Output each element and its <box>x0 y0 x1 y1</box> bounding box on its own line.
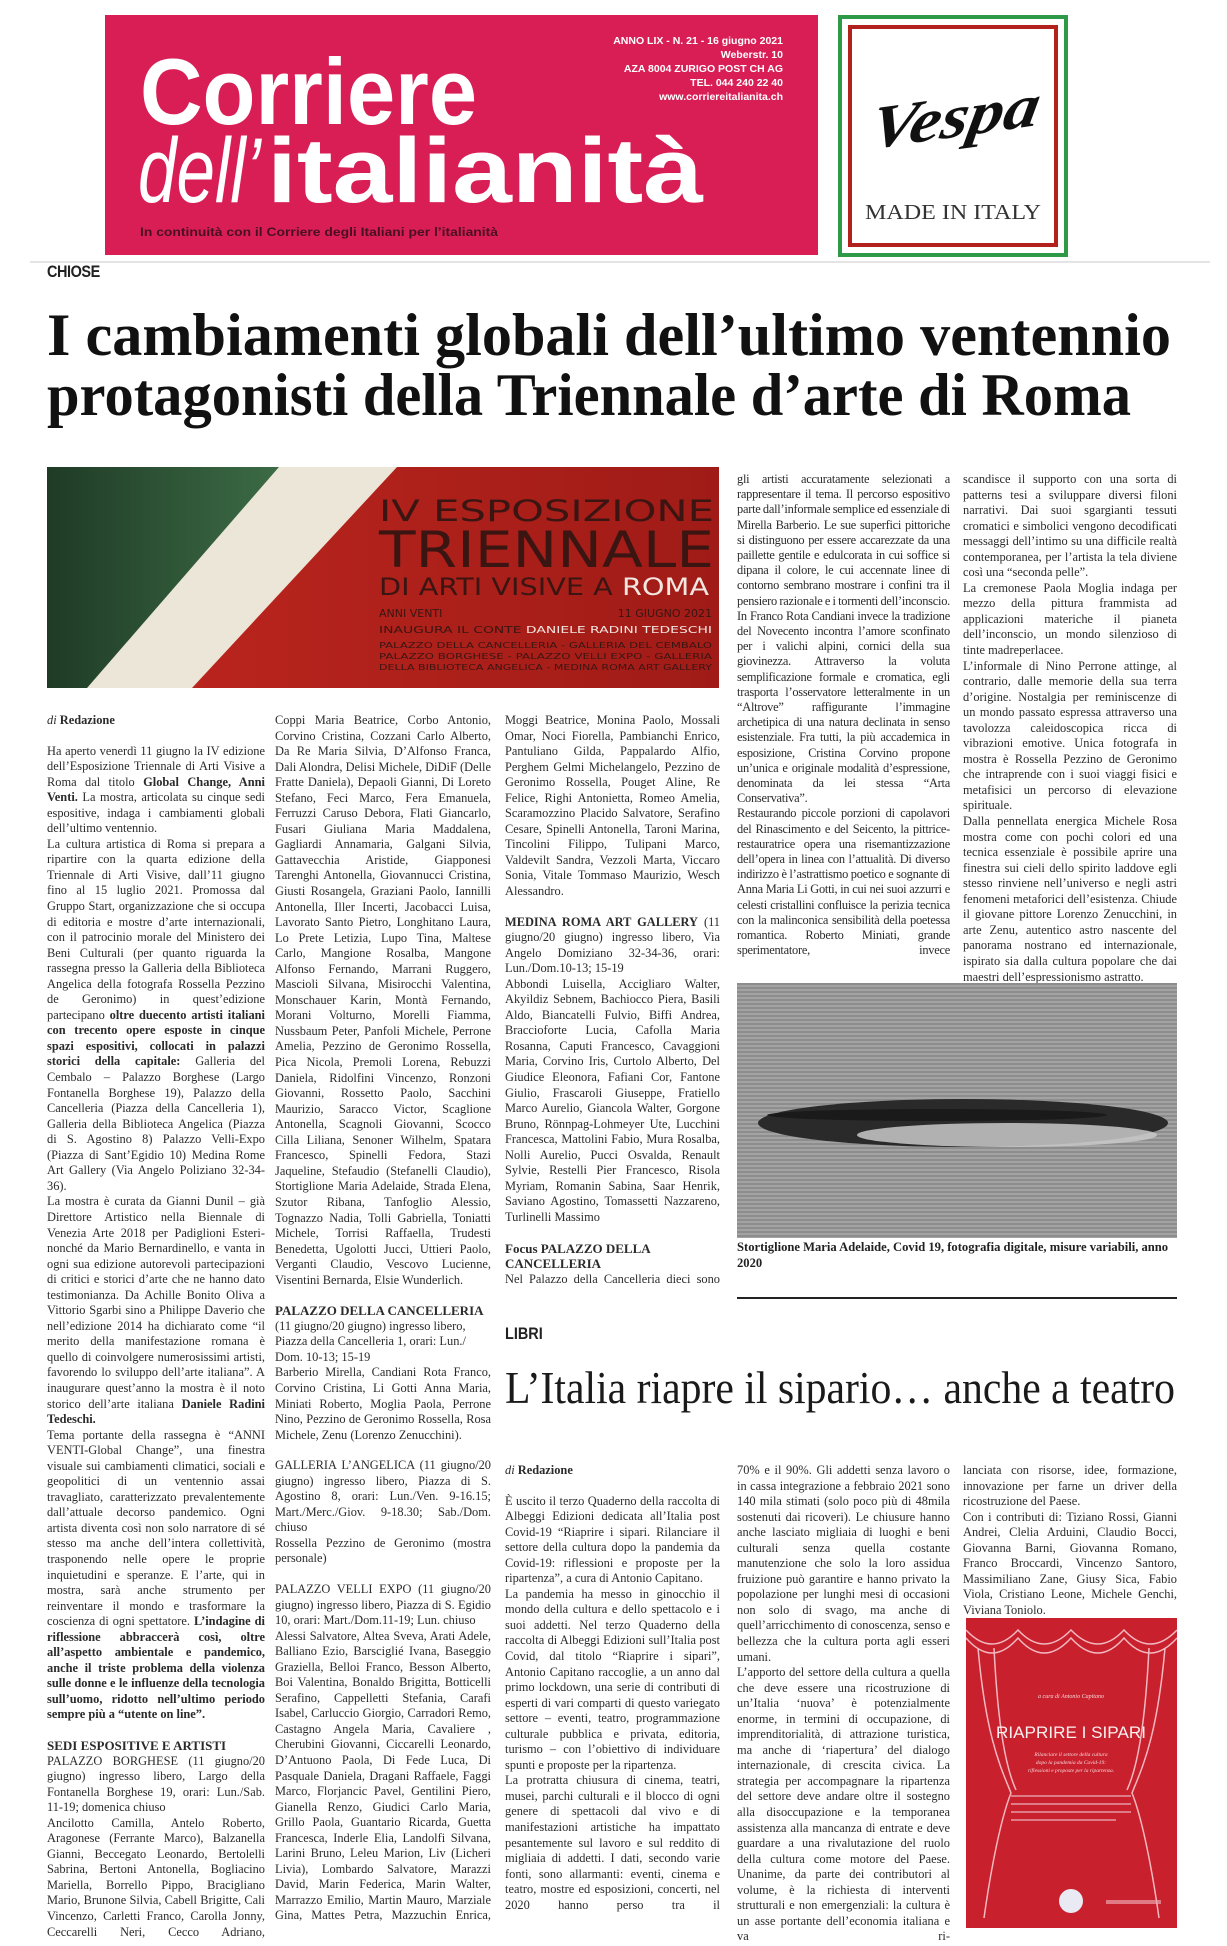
paragraph <box>47 1754 265 1816</box>
book-subtitle-3: riflessioni e proposte per la ripartenza. <box>1027 1768 1115 1774</box>
text-run: Global Change, Anni Venti. <box>47 774 265 805</box>
paragraph <box>47 1816 265 1940</box>
section-heading <box>275 1303 491 1319</box>
text-run: È uscito il terzo Quaderno della raccolta di Albeggi Edizioni dedicata all’Italia post Covid-19 “Riaprire i sipari. Rilanciare il settore della cultura dopo la pandemia da Covid-19: riflessioni e proposte per la ripartenza”, a cura di Antonio Capitano. <box>505 1493 720 1586</box>
text-run: Coppi Maria Beatrice, Corbo Antonio, Corvino Cristina, Cozzani Carlo Alberto, Da Re Maria Silvia, D’Alfonso Franca, Dali Alondra, Delisi Michele, DiDiF (Delle Fratte Daniela), Depaoli Gianni, Di Loreto Stefano, Feci Marco, Fera Emanuela, Ferruzzi Caruso Debora, Flati Giancarlo, Fusari Giuliana Maria Maddalena, Gagliardi Annamaria, Galgani Silvia, Gattavecchia Aristide, Giapponesi Tarenghi Antonella, Giovannucci Cristina, Giusti Rosangela, Graziani Paolo, Iannilli Antonella, Iller Incerti, Jacobacci Luisa, Lavorato Santo Pietro, Longhitano Laura, Lo Prete Letizia, Lupo Tina, Maltese Carlo, Mangione Rosalba, Mangone Alfonso Fernando, Marrani Ruggero, Mascioli Silvana, Misirocchi Valentina, Monschauer Karin, Montà Fernando, Morani Volturno, Morelli Fiamma, Nussbaum Peter, Panfoli Michele, Perrone Amelia, Pezzino de Geronimo Rossella, Pica Nicola, Premoli Lorena, Rebuzzi Daniela, Ridolfini Vincenzo, Ronzoni Giovanni, Rossetto Paolo, Sacchini Maurizio, Saracco Victor, Scaglione Antonella, Scagnoli Giovanni, Scocco Cilla Liliana, Senoner Wilhelm, Spatara Francesco, Spinelli Fedora, Stazi Jaqueline, Stefaudio (Stefanelli Claudio), Stortiglione Maria Adelaide, Strada Elena, Szutor Ribana, Tanfoglio Alessio, Tognazzo Nadia, Tolli Gabriella, Toniatti Michele, Torrisi Raffaella, Trudesti Benedetta, Ugolotti Jucci, Uttieri Paolo, Verganti Claudio, Vescovo Lucienne, Visentini Bernarda, Elsie Wunderlich. <box>275 713 491 1287</box>
banner-inaugura: INAUGURA IL CONTE DANIELE RADINI TEDESCHI <box>379 625 660 636</box>
photo-caption: Stortiglione Maria Adelaide, Covid 19, fotografia digitale, misure variabili, anno 2020 <box>737 1240 1169 1270</box>
section-heading <box>47 1738 265 1754</box>
paragraph <box>737 472 950 806</box>
text-run: Restaurando piccole porzioni di capolavori del Rinascimento e del Seicento, la pittrice-restauratrice opera una risemantizzazione dell’opera in linea con l’attualità. Di diverso indirizzo è l’astrattismo poetico e sognante di Anna Maria Li Gotti, in cui nei suoi azzurri e celesti cristallini confluisce la perizia tecnica con la malinconica sensibilità della poetessa romantica. Roberto Miniati, grande sperimentatore, invece <box>737 806 950 958</box>
text-run: Barberio Mirella, Candiani Rota Franco, Corvino Cristina, Li Gotti Anna Maria, Miniati Roberto, Moglia Paola, Perrone Nino, Pezzino de Geronimo Rossella, Rosa Michele, Zenu (Lorenzo Zenucchini). <box>275 1365 491 1442</box>
banner-line-2: TRIENNALE <box>377 521 714 579</box>
paragraph <box>963 581 1177 659</box>
article-column-3 <box>505 713 720 1287</box>
text-run: Moggi Beatrice, Monina Paolo, Mossali Omar, Noci Fiorella, Pambianchi Enrico, Pantuliano Gilda, Pappalardo Alfio, Perghem Gelmi Michelangelo, Pezzino de Geronimo Rossella, Pouget Aline, Re Felice, Righi Antonietta, Romeo Amelia, Scaramozzino Placido Salvatore, Serafino Cesare, Spinelli Antonella, Taroni Marina, Tincolini Filippo, Tulipani Marco, Valdevilt Sandra, Vezzoli Marta, Viccaro Sonia, Vitale Tommaso Maurizio, Wesch Alessandro. <box>505 713 720 899</box>
text-run: Tema portante della rassegna è “ANNI VENTI-Global Change”, una finestra visuale sui cambiamenti climatici, sociali e geopolitici di un ventennio assai travagliato, caratterizzato prevalentemente dall’attuale decorso pandemico. Ogni artista diventa così non solo narratore di sé stesso ma anche dell’intera collettività, trasponendo nelle opere le proprie inquietudini e speranze. E l’arte, qui in mostra, sarà anche strumento per reinventare il mondo e trasformare la coscienza di ogni spettatore. <box>47 1427 265 1629</box>
byline <box>505 1463 720 1479</box>
paragraph <box>505 1272 720 1288</box>
curtain-drawing <box>966 1630 1177 1918</box>
libri-column-1 <box>505 1463 720 1913</box>
paragraph <box>47 837 265 1195</box>
text-run: gli artisti accuratamente selezionati a rappresentare il tema. Il percorso espositivo parte dall’informale semplice ed essenziale di Mirella Barberio. Le sue superfici pittoriche si distinguono per essere accarezzate da una paillette gentile e edulcorata in cui soffice si dipana il colore, le cui accennate linee di contorno sembrano mostrare i confini tra il pensiero razionale e i tormenti dell’inconscio. In Franco Rota Candiani invece la tradizione del Novecento incontra l’amore sconfinato per i valichi alpini, cornici della sua giovinezza. Attraverso la voluta semplificazione formale e cromatica, egli trasporta l’osservatore letteralmente in un “Altrove” raffigurante l’immagine archetipica di una natura declinata in senso esistenziale. Fra tutti, la più accademica in esposizione, Cristina Corvino propone un’unica e originale modalità d’espressione, denominata da lei stessa “Arta Conservativa”. <box>737 472 950 806</box>
text-run: L’indagine di riflessione abbraccerà così, oltre all’aspetto ambientale e pandemico, anche il triste problema della violenza sulle donne e le influenze della tecnologia sull’uomo, ridotto nell’ultimo periodo sempre più a “utente on line”. <box>47 1614 265 1722</box>
paragraph <box>963 1510 1177 1619</box>
banner-date: 11 GIUGNO 2021 <box>617 607 712 620</box>
paragraph <box>275 1582 491 1629</box>
book-contributors-block <box>1011 1796 1131 1820</box>
paragraph <box>47 1194 265 1427</box>
text-run: Con i contributi di: Tiziano Rossi, Gianni Andrei, Clelia Arduini, Claudio Bocci, Giovanna Barni, Giovanna Romano, Franco Broccardi, Vincenzo Santoro, Massimiliano Zane, Giusy Sica, Fabio Viola, Cristiano Leone, Michele Genchi, Viviana Toniolo. <box>963 1509 1177 1617</box>
text-run: La protratta chiusura di cinema, teatri, musei, parchi culturali e il blocco di ogni genere di spettacoli dal vivo e di manifestazioni artistiche ha impattato pesantemente sul lavoro e sul reddito di migliaia di addetti. I dati, secondo varie fonti, sono allarmanti: eventi, cinema e teatro, mostre ed esposizioni, concerti, nel 2020 hanno perso tra il <box>505 1773 720 1912</box>
masthead <box>105 15 818 255</box>
text-run: La mostra è curata da Gianni Dunil – già Direttore Artistico nella Biennale di Venezia Arte 2018 per Padiglioni Esteri- nonché da Mario Bernardinello, e vanta in ogni sua edizione autorevoli partecipazioni di critici e storici d’arte che ne hanno dato testimonianza. Da Achille Bonito Oliva a Vittorio Sgarbi sino a Philippe Daverio che nell’edizione 2014 ha dichiarato come “il merito della manifestazione romana è quello di coinvolgere numerosissimi artisti, favorendo lo sviluppo dell’arte italiana”. A inaugurare quest’anno la mostra è il noto storico dell’arte italiana <box>47 1194 265 1411</box>
book-curator: a cura di Antonio Capitano <box>1038 1694 1104 1700</box>
article2-headline <box>505 1360 1180 1420</box>
book-title: RIAPRIRE I SIPARI <box>996 1723 1146 1742</box>
masthead-title-dell: dell’ <box>138 120 263 222</box>
website-link[interactable]: www.corriereitalianita.ch <box>659 91 783 103</box>
paragraph <box>275 1629 491 1924</box>
article-headline <box>47 300 1177 430</box>
paragraph <box>505 713 720 900</box>
headline-line-2: protagonisti della Triennale d’arte di Roma <box>47 362 1131 428</box>
banner-venues-2: PALAZZO BORGHESE - PALAZZO VELLI EXPO - GALLERIA <box>379 652 713 661</box>
banner-line-3: DI ARTI VISIVE A ROMA <box>379 573 695 601</box>
text-run: GALLERIA L’ANGELICA (11 giugno/20 giugno) ingresso libero, Piazza di S. Agostino 8, orari: Lun./Ven. 9-16.15; Mart./Merc./Giov. 9-18.30; Sab./Dom. chiuso <box>275 1458 491 1535</box>
text-run: La mostra, articolata su cinque sedi espositive, indaga i cambiamenti globali dell’ultimo ventennio. <box>47 790 265 836</box>
text-run: Focus PALAZZO DELLA CANCELLERIA <box>505 1240 650 1272</box>
paragraph <box>505 1587 720 1774</box>
byline <box>47 713 265 729</box>
text-run: L’informale di Nino Perrone attinge, al contrario, dalle memorie della sua terra d’origine. Nostalgia per reminiscenze di un mondo passato espressa attraverso una tavolozza caleidoscopica ricca di vibrazioni emotive. Unica fotografa in mostra è Rossella Pezzino de Geronimo che intraprende con i suoi viaggi fisici e metafisici un percorso di elevazione spirituale. <box>963 658 1177 813</box>
masthead-logo <box>105 15 818 255</box>
paragraph <box>47 1428 265 1723</box>
paragraph <box>737 1665 950 1945</box>
phone: TEL. 044 240 22 40 <box>690 77 783 89</box>
masthead-title-italianita: italianità <box>267 120 704 222</box>
text-run: Nel Palazzo della Cancelleria dieci sono <box>505 1271 720 1286</box>
text-run: 70% e il 90%. Gli addetti senza lavoro o in cassa integrazione a febbraio 2021 sono 140 mila stimati (solo poco più di 48mila sostenuti dai ricoveri). Le chiusure hanno anche lasciato migliaia di luoghi e beni culturali senza quella costante manutenzione che solo la loro assidua fruizione può garantire e hanno privato la popolazione per lunghi mesi di occasioni non solo di svago, ma anche di quell’arricchimento di conoscenza, senso e bellezza che la cultura porta agli esseri umani. <box>737 1463 950 1664</box>
article-column-5 <box>963 472 1177 985</box>
paragraph <box>963 659 1177 814</box>
paragraph <box>963 814 1177 985</box>
text-run: Ancilotto Camilla, Antelo Roberto, Aragonese (Ferrante Marco), Balzanella Gianni, Beccegato Leonardo, Bertolelli Sabrina, Bertoni Antonella, Bogliacino Mariella, Borrello Pippo, Bracigliano Mario, Brunone Silvia, Cabell Brigitte, Cali Vincenzo, Carletti Franco, Carolla Jonny, Ceccarelli Neri, Cecco Adriano, <box>47 1815 265 1939</box>
text-run: Rossella Pezzino de Geronimo (mostra personale) <box>275 1535 491 1566</box>
text-run: PALAZZO VELLI EXPO (11 giugno/20 giugno) ingresso libero, Piazza di S. Egidio 10, orari: Mart./Dom.11-19; Lun. chiuso <box>275 1581 491 1628</box>
article-column-2 <box>275 713 491 1924</box>
text-run: Daniele Radini Tedeschi. <box>47 1396 265 1427</box>
paragraph <box>963 472 1177 581</box>
vespa-advert[interactable] <box>838 15 1068 257</box>
paragraph <box>737 1463 950 1665</box>
book-subtitle-1: Rilanciare il settore della cultura <box>1034 1752 1108 1758</box>
paragraph <box>275 1458 491 1536</box>
made-in-italy-slogan: MADE IN ITALY <box>865 200 1041 224</box>
paragraph <box>505 977 720 1226</box>
section-label: CHIOSE <box>47 262 100 281</box>
section-divider <box>737 1297 1177 1299</box>
text-run: Ha aperto venerdì 11 giugno la IV edizione dell’Esposizione Triennale di Arti Visive a Roma dal titolo <box>47 743 265 789</box>
header-divider <box>30 261 1210 263</box>
book-cover-image <box>966 1618 1177 1928</box>
text-run: L’apporto del settore della cultura a quella che deve essere una ricostruzione di un’Italia ‘nuova’ è potenzialmente enorme, in termini di occupazione, di imprenditorialità, di attrazione turistica, ma anche di ‘riapertura’ del dialogo internazionale, di crescita civica. La strategia per accompagnare la ripartenza del settore deve andare oltre il sostegno alla disoccupazione e la temporanea assistenza alla mancanza di entrate e deve guardare a una rivalutazione del ruolo della cultura come motore del Paese. Unanime, da parte dei contributori al volume, è la richiesta di interventi strutturali e non emergenziali: la cultura è un asse portante dell’economia italiana e va ri- <box>737 1665 950 1944</box>
text-run: Galleria del Cembalo – Palazzo Borghese (Largo Fontanella Borghese 19), Palazzo della Cancelleria (Piazza della Cancelleria 1), Galleria della Biblioteca Angelica (Piazza di S. Agostino 8) Palazzo Velli-Expo (Piazza di Sant’Egidio 10) Medina Rome Art Gallery (Via Angelo Poliziano 32-34-36). <box>47 1054 265 1193</box>
text-run: di <box>505 1463 518 1477</box>
article-column-1 <box>47 713 265 1940</box>
paragraph <box>505 1494 720 1587</box>
article-column-4 <box>737 472 950 959</box>
paragraph <box>275 1365 491 1443</box>
banner-anni-venti: ANNI VENTI <box>379 607 443 620</box>
text-run: lanciata con risorse, idee, formazione, innovazione per farne un driver della ricostruzione del Paese. <box>963 1463 1177 1509</box>
banner-line-1: IV ESPOSIZIONE <box>379 494 714 528</box>
text-run: Alessi Salvatore, Altea Sveva, Arati Adele, Balliano Ezio, Barsciglié Ivana, Baseggio Graziella, Belloi Franco, Besson Alberto, Boi Valentina, Bonaldo Brigitta, Botticelli Serafino, Cappelletti Stefania, Carafi Isabel, Carluccio Giorgio, Carradori Remo, Castagno Angela Maria, Cavaliere , Cherubini Giovanni, Ciccarelli Leonardo, D’Antuono Paola, Di Fede Luca, Di Pasquale Daniela, Dragani Raffaele, Faggi Marco, Florjancic Pavel, Gentilini Piero, Gianella Renzo, Giudici Carlo Maria, Grillo Paola, Guantario Ricarda, Guetta Francesca, Inderle Elia, Landolfi Silvana, Larini Bruno, Leleu Marion, Liv (Licheri Livia), Lombardo Salvatore, Marazzi David, Marin Federica, Marin Walter, Marrazzo Emilio, Martin Mauro, Marziale Gina, Mattes Petra, Mazzuchin Enrica, <box>275 1628 491 1923</box>
libri-column-2 <box>737 1463 950 1945</box>
masthead-tagline: In continuità con il Corriere degli Italiani per l’italianità <box>140 225 499 239</box>
text-run: (11 giugno/20 giugno) ingresso libero, Via Angelo Domiziano 32-34-36, orari: Lun./Dom.10-13; 15-19 <box>505 914 721 976</box>
text-run: SEDI ESPOSITIVE E ARTISTI <box>47 1738 227 1753</box>
paragraph <box>275 1319 491 1366</box>
section-label-libri: LIBRI <box>505 1324 543 1343</box>
text-run: MEDINA ROMA ART GALLERY <box>505 914 698 929</box>
paragraph <box>505 1773 720 1913</box>
text-run: di <box>47 713 60 727</box>
text-run: La cultura artistica di Roma si prepara a ripartire con la quarta edizione della Triennale di Arti Visive, dall’11 giugno fino al 15 luglio 2021. Promossa dal Gruppo Start, organizzazione che si occupa di editoria e mostre d’arte internazionali, con il patrocinio morale del Ministero dei Beni Culturali (per quanto riguarda la rassegna presso la Galleria della Biblioteca Angelica della fotografa Rossella Pezzino de Geronimo) in quest’edizione partecipano <box>47 836 265 1022</box>
headline-line-1: I cambiamenti globali dell’ultimo ventennio <box>47 302 1171 368</box>
vespa-wordmark: Vespa <box>865 74 1020 164</box>
libri-column-3 <box>963 1463 1177 1618</box>
text-run: (11 giugno/20 giugno) ingresso libero, Piazza della Cancelleria 1, orari: Lun./ Dom. 10-13; 15-19 <box>275 1318 466 1364</box>
text-run: Redazione <box>517 1463 573 1477</box>
book-subtitle-2: dopo la pandemia da Covid-19: <box>1035 1760 1107 1766</box>
vespa-logo <box>842 19 1064 253</box>
banner-venues-1: PALAZZO DELLA CANCELLERIA - GALLERIA DEL CEMBALO <box>379 641 712 650</box>
masthead-title-corriere: Corriere <box>140 39 477 144</box>
publisher-logo <box>1059 1889 1083 1913</box>
section-heading <box>505 1241 665 1272</box>
paragraph <box>275 713 491 1288</box>
text-run: scandisce il supporto con una sorta di patterns tesi a sviluppare diversi filoni narrativi. Dai suoi sgargianti tessuti cromatici e simbolici vengono decodificati messaggi dell’intimo su una difficile realtà contemporanea, per l’artista la tela diviene così una “seconda pelle”. <box>963 472 1177 580</box>
headline: L’Italia riapre il sipario… anche a teatro <box>505 1362 1175 1413</box>
paragraph <box>505 915 720 977</box>
text-run: La cremonese Paola Moglia indaga per mezzo della pittura frammista ad applicazioni materiche il pianeta dell’inconscio, un mondo silenzioso di tinte madreperlacee. <box>963 580 1177 658</box>
text-run: La pandemia ha messo in ginocchio il mondo della cultura e dello spettacolo e i suoi addetti. Nel terzo Quaderno della raccolta di Albeggi Edizioni sull’Italia post Covid, dal titolo “Riaprire i sipari”, Antonio Capitano raccoglie, a un anno dal primo lockdown, una serie di contributi di esperti di vari comparti di questo variegato settore – eventi, teatro, programmazione culturale pubblica e privata, editoria, turismo – con l’obiettivo di individuare spunti e proposte per la ripartenza. <box>505 1586 720 1772</box>
text-run: oltre duecento artisti italiani con trecento opere esposte in cinque spazi espositivi, collocati in palazzi storici della capitale: <box>47 1007 265 1069</box>
publisher-mark <box>1106 1900 1161 1904</box>
text-run: Dalla pennellata energica Michele Rosa mostra come con pochi colori ed una tecnica essenziale è possibile aprire una finestra sui cieli dello spirito laddove egli stesso rinviene nell’universo e negli astri fenomeni metaforici dell’esistenza. Chiude il giovane pittore Lorenzo Zenucchini, in arte Zenu, autentico astro nascente del panorama nostrano ed internazionale, ispirato sia dalla cultura popolare che dai maestri dell’espressionismo astratto. <box>963 814 1177 984</box>
text-run: Redazione <box>59 713 115 727</box>
issue-info: ANNO LIX - N. 21 - 16 giugno 2021 <box>613 35 783 47</box>
text-run: Abbondi Luisella, Accigliaro Walter, Akyildiz Sebnem, Bachiocco Piera, Basili Aldo, Biancatelli Fulvio, Biffi Andrea, Braccioforte Lucia, Cafolla Maria Rosanna, Caputi Francesco, Cavaggioni Maria, Corvino Iris, Curtolo Alberto, Del Giudice Eleonora, Fafiani Cor, Fantone Giulio, Frascaroli Giuseppe, Fratiello Marco Aurelio, Giancola Walter, Gorgone Bruno, Rönnpag-Lohmeyer Ute, Lucchini Francesca, Mattolini Fabio, Mura Rosalba, Nolli Aurelio, Pucci Osvalda, Renault Sylvie, Restelli Pier Francesco, Risola Myriam, Romanin Sabina, Saar Henrik, Saviano Agostino, Tomassetti Nazzareno, Turlinelli Massimo <box>505 976 720 1224</box>
paragraph <box>275 1536 491 1567</box>
triennale-banner-image <box>47 467 719 688</box>
text-run: PALAZZO BORGHESE (11 giugno/20 giugno) ingresso libero, Largo della Fontanella Borghese 19, orari: Lun./Sab. 11-19; domenica chiuso <box>47 1753 265 1815</box>
artwork-photo <box>737 983 1177 1238</box>
text-run: PALAZZO DELLA CANCELLERIA <box>275 1303 484 1319</box>
paragraph <box>963 1463 1177 1510</box>
banner-venues-3: DELLA BIBLIOTECA ANGELICA - MEDINA ROMA ART GALLERY <box>379 663 713 672</box>
paragraph <box>47 744 265 837</box>
address-street: Weberstr. 10 <box>720 49 783 61</box>
address-post: AZA 8004 ZURIGO POST CH AG <box>623 63 783 75</box>
paragraph <box>737 806 950 958</box>
